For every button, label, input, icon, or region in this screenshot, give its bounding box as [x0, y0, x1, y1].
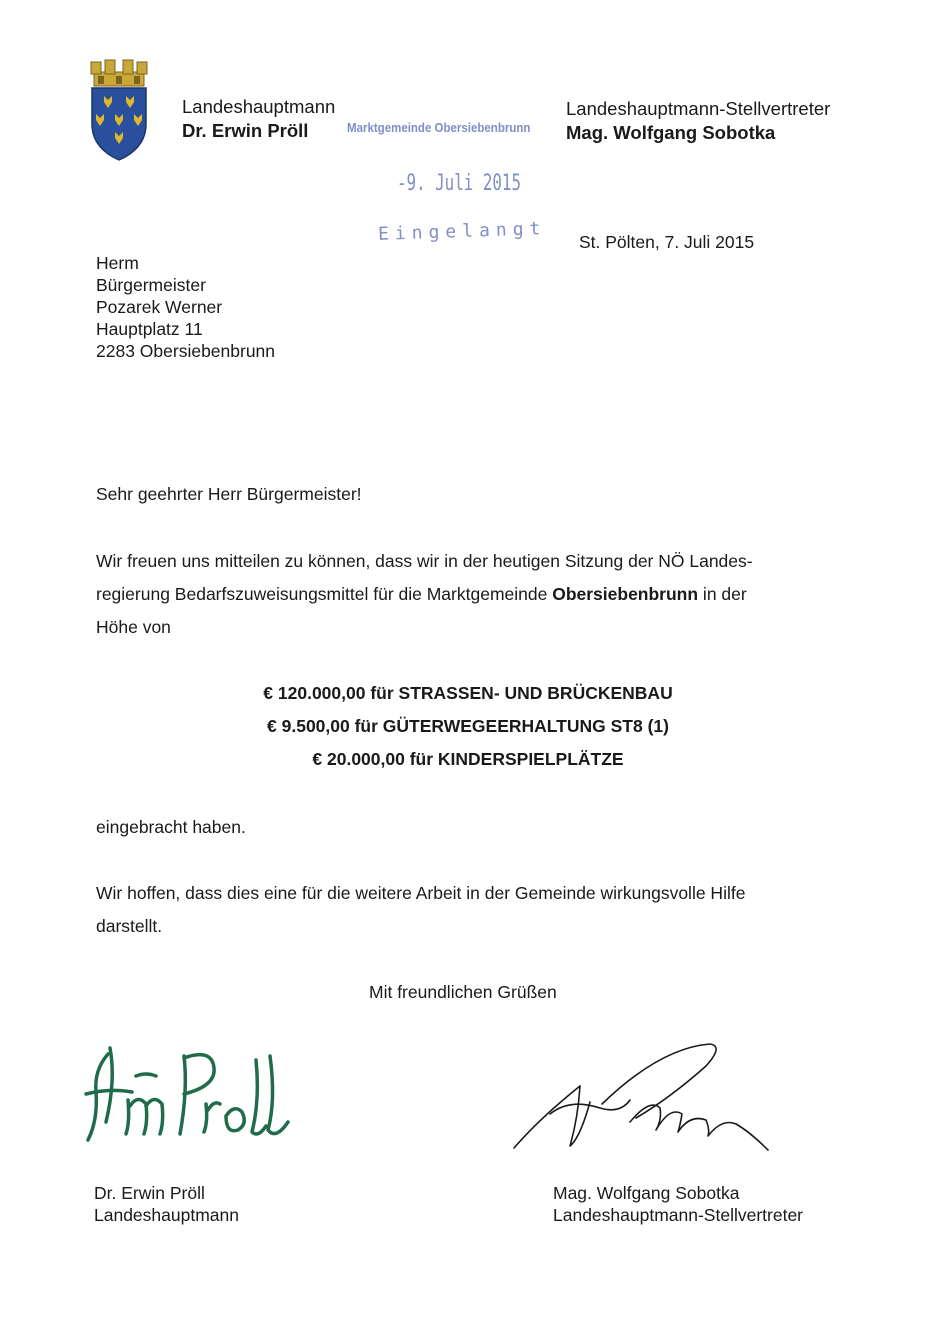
header-left: [182, 95, 335, 143]
paragraph-line: darstellt.: [96, 916, 163, 936]
paragraph-line: Wir freuen uns mitteilen zu können, dass wir in der heutigen Sitzung der NÖ Landes-: [96, 551, 753, 571]
signatory-right: [553, 1182, 803, 1226]
recipient-line: Herm: [96, 253, 139, 273]
amount-line: € 120.000,00 für STRASSEN- UND BRÜCKENBAU: [263, 683, 673, 703]
signatory-right-name: Mag. Wolfgang Sobotka: [553, 1183, 740, 1203]
recipient-line: Hauptplatz 11: [96, 319, 203, 339]
recipient-address: [96, 252, 275, 362]
closing: Mit freundlichen Grüßen: [369, 982, 557, 1002]
paragraph-text: in der: [698, 584, 747, 604]
header-right: [566, 97, 830, 145]
salutation: Sehr geehrter Herr Bürgermeister!: [96, 484, 362, 504]
municipality-stamp: Marktgemeinde Obersiebenbrunn: [347, 121, 531, 135]
header-left-title: Landeshauptmann: [182, 96, 336, 117]
place-date: St. Pölten, 7. Juli 2015: [579, 232, 755, 252]
amount-line: € 20.000,00 für KINDERSPIELPLÄTZE: [312, 749, 624, 769]
paragraph-funding: [96, 545, 856, 644]
received-stamp: Eingelangt: [377, 218, 547, 245]
signatory-left-title: Landeshauptmann: [94, 1205, 239, 1225]
header-left-name: Dr. Erwin Pröll: [182, 120, 309, 141]
signatory-left-name: Dr. Erwin Pröll: [94, 1183, 205, 1203]
coat-of-arms: [86, 58, 152, 162]
amount-line: € 9.500,00 für GÜTERWEGEERHALTUNG ST8 (1): [267, 716, 669, 736]
paragraph-hope: [96, 877, 856, 943]
paragraph-line: [96, 578, 856, 611]
signatory-left: [94, 1182, 239, 1226]
header-right-title: Landeshauptmann-Stellvertreter: [566, 98, 831, 119]
recipient-line: Bürgermeister: [96, 275, 206, 295]
paragraph-text: regierung Bedarfszuweisungsmittel für die Marktgemeinde: [96, 584, 553, 604]
signature-left: [80, 1030, 300, 1150]
paragraph-line: Höhe von: [96, 617, 171, 637]
date-stamp: -9. Juli 2015: [397, 171, 521, 196]
paragraph-submitted: eingebracht haben.: [96, 817, 246, 837]
signatory-right-title: Landeshauptmann-Stellvertreter: [553, 1205, 804, 1225]
signature-right: [510, 1038, 780, 1158]
paragraph-line: Wir hoffen, dass dies eine für die weitere Arbeit in der Gemeinde wirkungsvolle Hilfe: [96, 883, 746, 903]
municipality-name: Obersiebenbrunn: [552, 584, 699, 604]
recipient-line: 2283 Obersiebenbrunn: [96, 341, 276, 361]
recipient-line: Pozarek Werner: [96, 297, 223, 317]
header-right-name: Mag. Wolfgang Sobotka: [566, 122, 776, 143]
